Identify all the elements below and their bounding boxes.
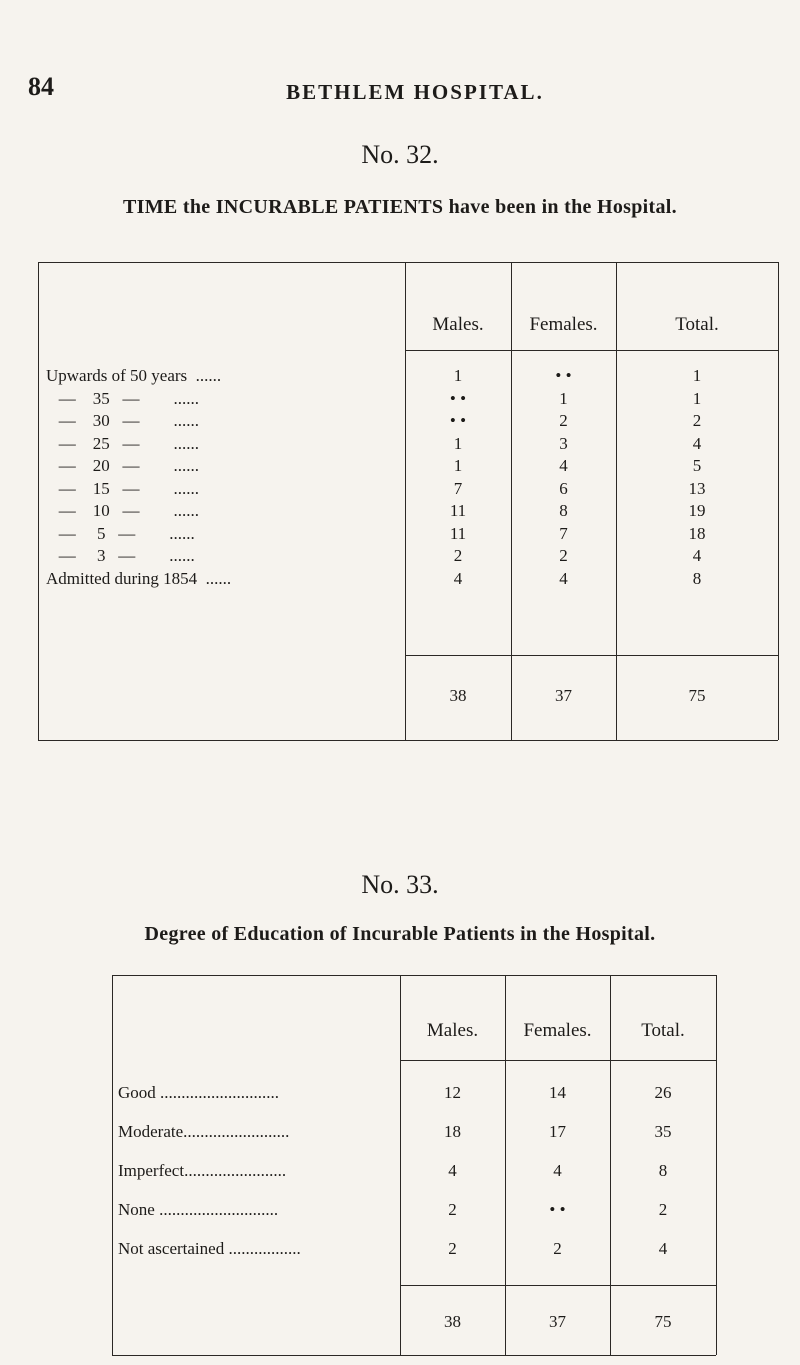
table-32-header-females: Females. [529, 314, 598, 335]
cell-females: • • [549, 1200, 566, 1219]
table-33-header-males: Males. [426, 1020, 479, 1041]
cell-males: • • [449, 388, 467, 408]
row-label: Admitted during 1854 ...... [46, 568, 232, 588]
cell-total: 1 [692, 366, 702, 385]
cell-total: 5 [692, 456, 702, 475]
cell-females: • • [555, 366, 572, 385]
cell-total: 13 [688, 478, 706, 498]
table-33-number: No. 33. [361, 870, 439, 899]
cell-females: 14 [549, 1083, 566, 1102]
cell-females: 4 [553, 1161, 562, 1180]
cell-total: 4 [692, 546, 702, 565]
cell-males: 1 [453, 456, 463, 475]
table-33-header-total: Total. [641, 1020, 685, 1041]
cell-males: 7 [453, 478, 463, 498]
cell-females: 2 [553, 1239, 562, 1258]
cell-total: 4 [692, 433, 702, 453]
cell-males: 11 [449, 523, 467, 543]
cell-total: 2 [692, 411, 702, 430]
table-32-left-border [38, 262, 39, 740]
table-32-header-males: Males. [432, 314, 484, 335]
cell-total: 2 [658, 1200, 668, 1219]
cell-males: 2 [448, 1239, 457, 1258]
cell-males: 4 [448, 1161, 457, 1180]
cell-total: 8 [658, 1161, 668, 1180]
row-label: — 25 — ...... [46, 433, 199, 453]
table-32-header-total: Total. [675, 314, 719, 335]
cell-total: 19 [688, 501, 706, 520]
cell-females: 17 [549, 1122, 566, 1141]
cell-males: 2 [453, 546, 463, 565]
table-32-top-rule [38, 262, 778, 263]
table-33-total-females: 37 [549, 1312, 566, 1331]
cell-males: 1 [453, 366, 463, 385]
page-number: 84 [28, 72, 54, 101]
row-label: — 20 — ...... [46, 456, 199, 475]
row-label: Upwards of 50 years ...... [46, 366, 222, 385]
cell-females: 4 [559, 456, 568, 475]
row-label: — 10 — ...... [46, 501, 199, 520]
table-33-header-rule [400, 1060, 716, 1061]
cell-females: 6 [559, 478, 568, 498]
cell-males: 4 [453, 568, 463, 588]
cell-females: 8 [559, 501, 568, 520]
table-32-total-females: 37 [555, 686, 572, 705]
table-32-number: No. 32. [361, 140, 439, 169]
table-33-total-rule [400, 1285, 716, 1286]
cell-females: 1 [559, 388, 568, 408]
cell-males: 18 [444, 1122, 461, 1141]
table-32-total-rule [405, 655, 778, 656]
row-label: None ............................ [118, 1200, 279, 1219]
table-33-caption: Degree of Education of Incurable Patients in the Hospital. [144, 923, 656, 945]
cell-total: 1 [692, 388, 702, 408]
cell-females: 2 [559, 546, 568, 565]
row-label: — 30 — ...... [46, 411, 199, 430]
running-head: BETHLEM HOSPITAL. [286, 80, 544, 104]
cell-females: 7 [559, 523, 568, 543]
table-32-header-rule [405, 350, 778, 351]
cell-females: 2 [559, 411, 568, 430]
table-33-header-females: Females. [523, 1020, 592, 1041]
cell-total: 18 [688, 523, 706, 543]
cell-males: 12 [444, 1083, 461, 1102]
row-label: Not ascertained ................. [118, 1239, 301, 1258]
row-label: — 5 — ...... [46, 523, 195, 543]
cell-females: 4 [559, 568, 568, 588]
row-label: — 35 — ...... [46, 388, 199, 408]
table-32-right-border [778, 262, 779, 740]
cell-males: • • [449, 411, 467, 430]
cell-males: 2 [448, 1200, 457, 1219]
table-32-total-males: 38 [449, 686, 467, 705]
row-label: Moderate......................... [118, 1122, 290, 1141]
cell-total: 26 [654, 1083, 672, 1102]
table-33-total-males: 38 [444, 1312, 461, 1331]
table-32-caption: TIME the INCURABLE PATIENTS have been in the Hospital. [123, 196, 677, 218]
cell-males: 11 [449, 501, 467, 520]
cell-total: 4 [658, 1239, 668, 1258]
table-33-total-total: 75 [654, 1312, 672, 1331]
row-label: Good ............................ [118, 1083, 280, 1102]
row-label: — 15 — ...... [46, 478, 199, 498]
table-33-bottom-rule [112, 1355, 716, 1356]
cell-total: 8 [692, 568, 702, 588]
row-label: — 3 — ...... [46, 546, 195, 565]
table-32-total-total: 75 [688, 686, 706, 705]
table-33-left-border [112, 975, 113, 1355]
cell-males: 1 [453, 433, 463, 453]
cell-total: 35 [654, 1122, 672, 1141]
cell-females: 3 [559, 433, 568, 453]
table-32-bottom-rule [38, 740, 778, 741]
row-label: Imperfect........................ [118, 1161, 287, 1180]
table-33-right-border [716, 975, 717, 1355]
table-33-top-rule [112, 975, 716, 976]
